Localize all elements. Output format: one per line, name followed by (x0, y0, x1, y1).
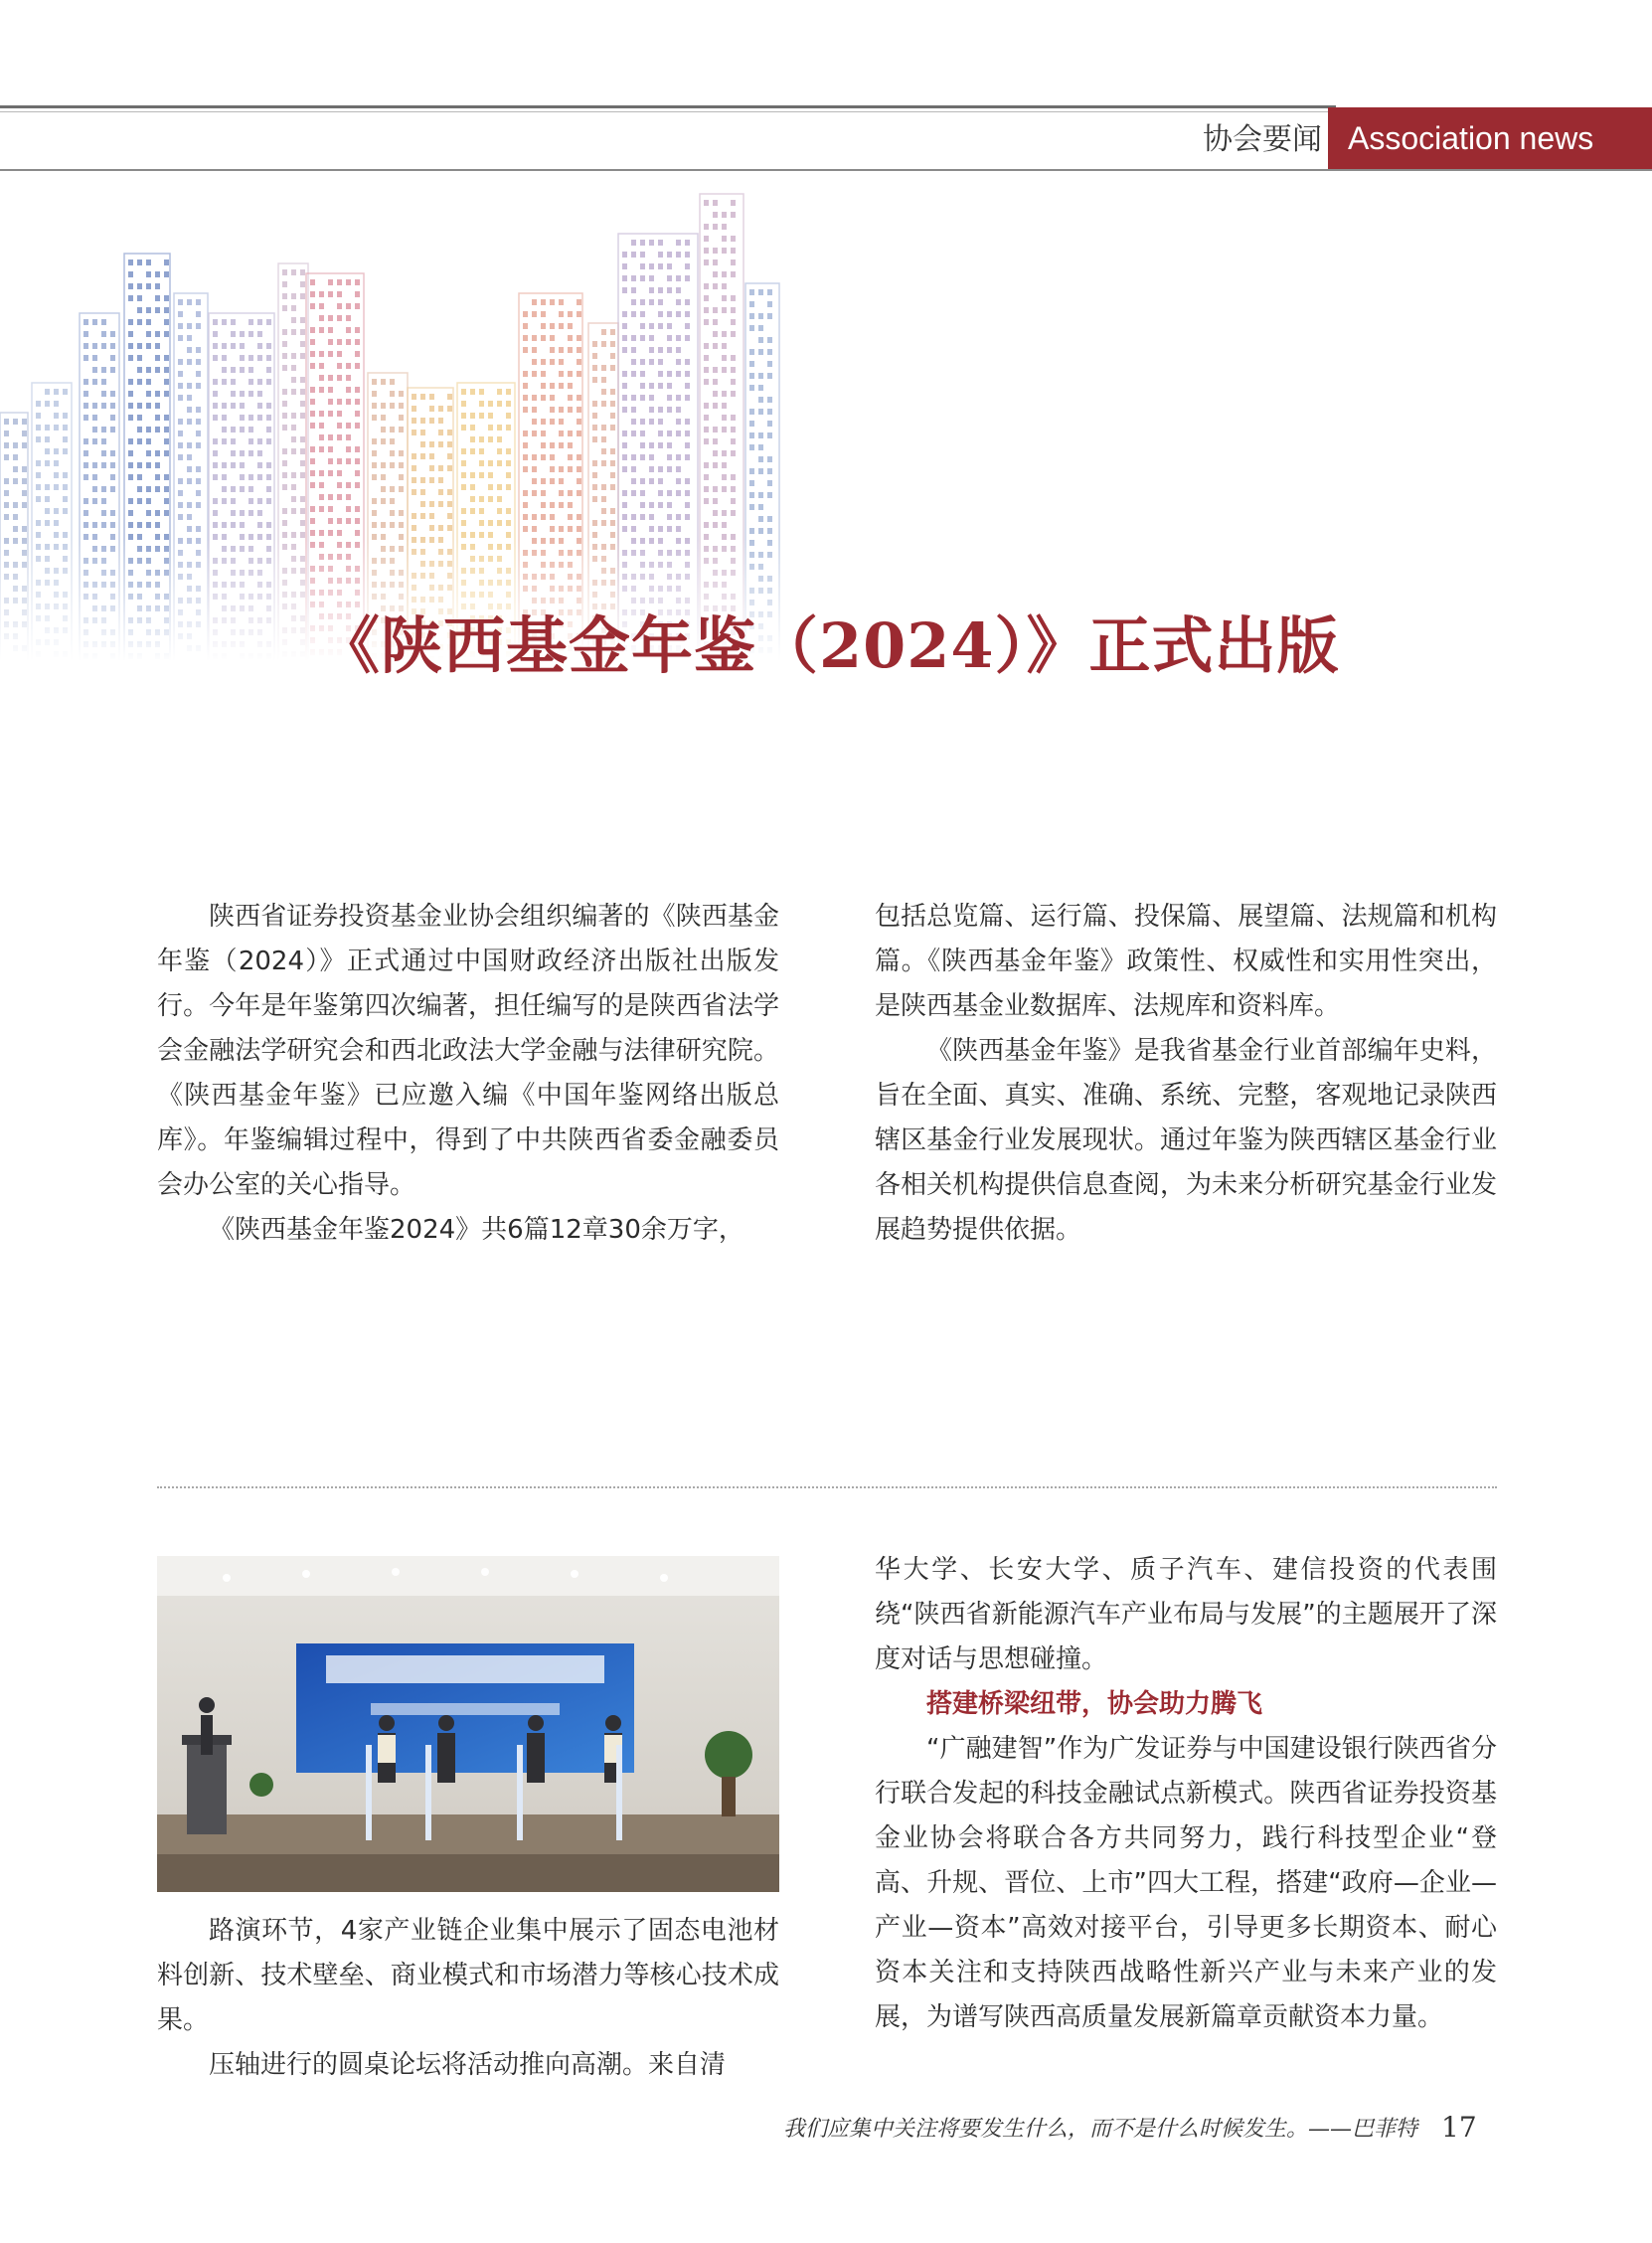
article1-column-left (157, 895, 779, 1253)
article1-column-right (875, 895, 1497, 1253)
page-number: 17 (1441, 2111, 1477, 2144)
article-title: 《陕西基金年鉴（2024）》正式出版 (318, 609, 1340, 682)
article2-paragraph: “广融建智”作为广发证券与中国建设银行陕西省分行联合发起的科技金融试点新模式。陕西省证券投资基金业协会将联合各方共同努力，践行科技型企业“登高、升规、晋位、上市”四大工程，搭建“政府—企业—产业—资本”高效对接平台，引导更多长期资本、耐心资本关注和支持陕西战略性新兴产业与未来产业的发展，为谱写陕西高质量发展新篇章贡献资本力量。 (875, 1734, 1497, 2032)
article2-column-left (157, 1909, 779, 2088)
article2-paragraph: 华大学、长安大学、质子汽车、建信投资的代表围绕“陕西省新能源汽车产业布局与发展”的主题展开了深度对话与思想碰撞。 (875, 1555, 1497, 1674)
footer-quote: 我们应集中关注将要发生什么，而不是什么时候发生。——巴菲特 (783, 2117, 1418, 2142)
section-divider (157, 1486, 1497, 1488)
article1-paragraph: 陕西省证券投资基金业协会组织编著的《陕西基金年鉴（2024）》正式通过中国财政经济出版社出版发行。今年是年鉴第四次编著，担任编写的是陕西省法学会金融法学研究会和西北政法大学金融与法律研究院。《陕西基金年鉴》已应邀入编《中国年鉴网络出版总库》。年鉴编辑过程中，得到了中共陕西省委金融委员会办公室的关心指导。 (157, 902, 779, 1200)
article1-paragraph: 《陕西基金年鉴》是我省基金行业首部编年史料，旨在全面、真实、准确、系统、完整，客观地记录陕西辖区基金行业发展现状。通过年鉴为陕西辖区基金行业各相关机构提供信息查阅，为未来分析研究基金行业发展趋势提供依据。 (875, 1036, 1497, 1245)
header-underline (0, 169, 1652, 171)
header-rule-thin (0, 111, 1336, 112)
header-rule (0, 105, 1336, 108)
event-photo (157, 1556, 779, 1892)
section-label-en: Association news (1328, 107, 1652, 170)
article2-paragraph: 路演环节，4家产业链企业集中展示了固态电池材料创新、技术壁垒、商业模式和市场潜力等核心技术成果。 (157, 1916, 779, 2035)
article2-subheading: 搭建桥梁纽带，协会助力腾飞 (926, 1689, 1263, 1719)
article2-paragraph: 压轴进行的圆桌论坛将活动推向高潮。来自清 (209, 2050, 727, 2080)
article2-column-right (875, 1548, 1497, 2040)
article1-paragraph: 包括总览篇、运行篇、投保篇、展望篇、法规篇和机构篇。《陕西基金年鉴》政策性、权威性和实用性突出，是陕西基金业数据库、法规库和资料库。 (875, 902, 1497, 1021)
article1-paragraph: 《陕西基金年鉴2024》共6篇12章30余万字， (209, 1215, 744, 1245)
skyline-illustration (0, 174, 815, 661)
section-label-cn: 协会要闻 (1203, 122, 1322, 157)
